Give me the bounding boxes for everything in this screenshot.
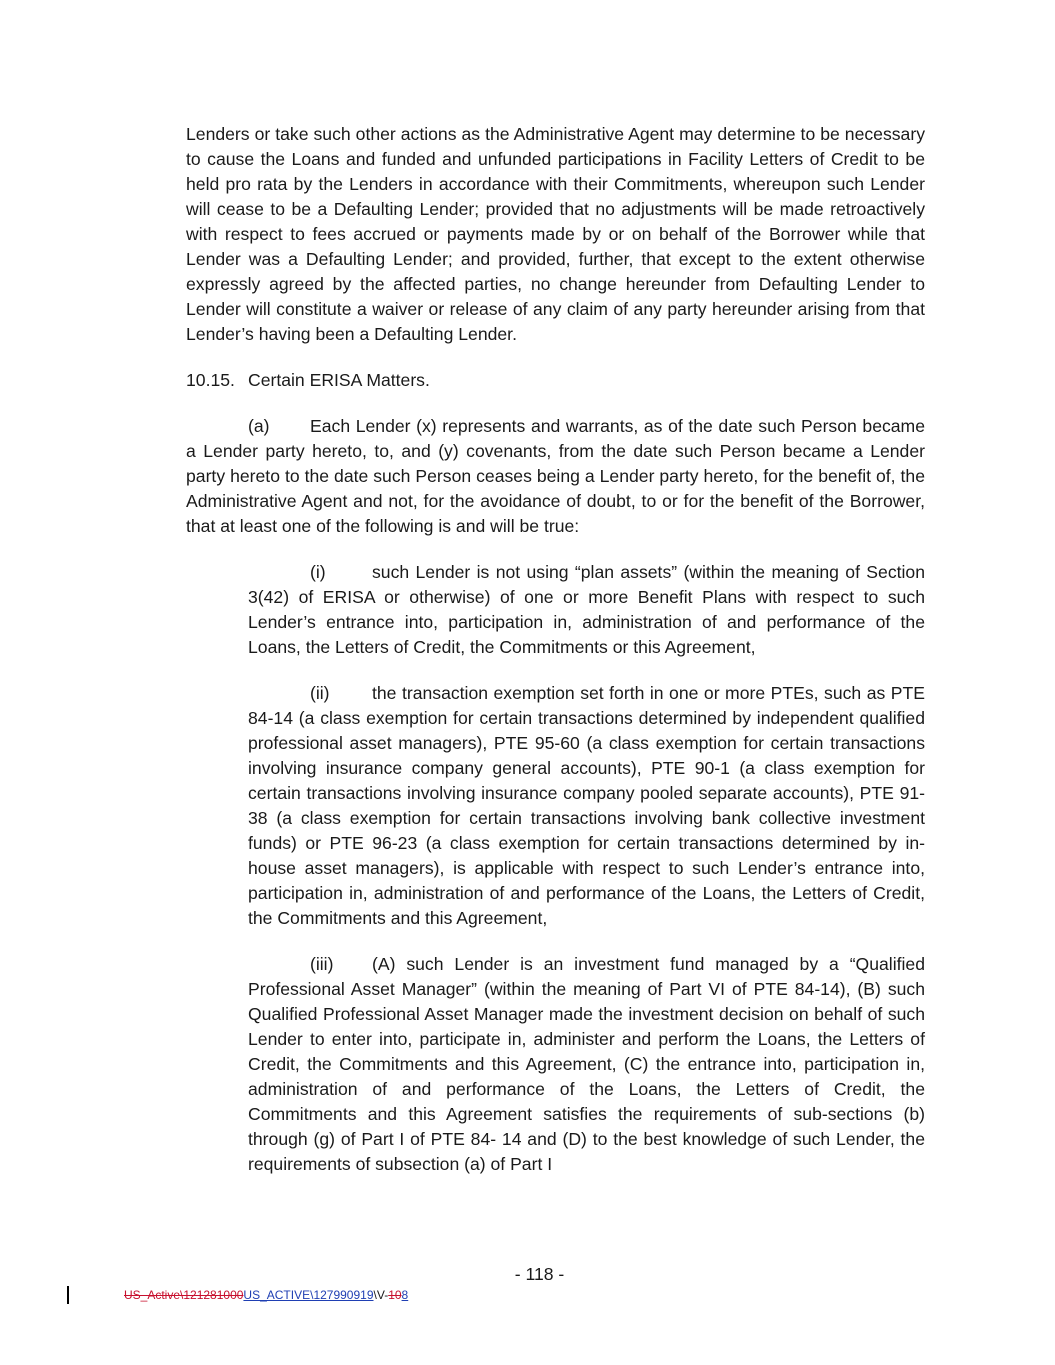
change-bar — [67, 1286, 69, 1304]
subparagraph-ii — [248, 681, 925, 931]
subparagraph-i-text: such Lender is not using “plan assets” (within the meaning of Section 3(42) of ERISA or otherwise) of one or more Benefit Plans with respect to such Lender’s entrance into, participation in, administration of and performance of the Loans, the Letters of Credit, the Commitments or this Agreement, — [248, 562, 925, 657]
subparagraph-ii-label: (ii) — [310, 683, 330, 703]
paragraph-a-label: (a) — [248, 416, 270, 436]
subparagraph-i — [248, 560, 925, 660]
page-number: - 118 - — [514, 1264, 565, 1284]
section-title: Certain ERISA Matters. — [248, 370, 430, 390]
document-body — [186, 122, 925, 1198]
version-inserted: 8 — [401, 1288, 409, 1302]
paragraph-a-text: Each Lender (x) represents and warrants, as of the date such Person became a Lender party hereto, to, and (y) covenants, from the date such Person became a Lender party hereto to the date such Person ceases being a Lender party hereto, for the benefit of, the Administrative Agent and not, for the avoidance of doubt, to or for the benefit of the Borrower, that at least one of the following is and will be true: — [186, 416, 925, 536]
document-id-deleted: US_Active\121281000 — [124, 1288, 244, 1302]
document-id-inserted: US_ACTIVE\127990919 — [243, 1288, 374, 1302]
document-id — [124, 1287, 408, 1303]
version-deleted: 10 — [388, 1288, 402, 1302]
section-number: 10.15. — [186, 370, 235, 390]
section-heading — [186, 368, 925, 393]
paragraph-defaulting-lender-continued: Lenders or take such other actions as the Administrative Agent may determine to be necessary to cause the Loans and funded and unfunded participations in Facility Letters of Credit to be held pro rata by the Lenders in accordance with their Commitments, whereupon such Lender will cease to be a Defaulting Lender; provided that no adjustments will be made retroactively with respect to fees accrued or payments made by or on behalf of the Borrower while that Lender was a Defaulting Lender; and provided, further, that except to the extent otherwise expressly agreed by the affected parties, no change hereunder from Defaulting Lender to Lender will constitute a waiver or release of any claim of any party hereunder arising from that Lender’s having been a Defaulting Lender. — [186, 124, 925, 344]
subparagraph-iii-label: (iii) — [310, 954, 334, 974]
subparagraph-iii-text: (A) such Lender is an investment fund managed by a “Qualified Professional Asset Manager” (within the meaning of Part VI of PTE 84-14), (B) such Qualified Professional Asset Manager made the investment decision on behalf of such Lender to enter into, participate in, administer and perform the Loans, the Letters of Credit, the Commitments and this Agreement, (C) the entrance into, participation in, administration of and performance of the Loans, the Letters of Credit, the Commitments and this Agreement satisfies the requirements of sub-sections (b) through (g) of Part I of PTE 84- 14 and (D) to the best knowledge of such Lender, the requirements of subsection (a) of Part I — [248, 954, 925, 1174]
subparagraph-iii — [248, 952, 925, 1177]
paragraph-a — [186, 414, 925, 539]
subparagraph-i-label: (i) — [310, 562, 326, 582]
document-id-separator: \V- — [373, 1288, 389, 1302]
subparagraph-ii-text: the transaction exemption set forth in one or more PTEs, such as PTE 84-14 (a class exemption for certain transactions determined by independent qualified professional asset managers), PTE 95-60 (a class exemption for certain transactions involving insurance company general accounts), PTE 90-1 (a class exemption for certain transactions involving insurance company pooled separate accounts), PTE 91-38 (a class exemption for certain transactions involving bank collective investment funds) or PTE 96-23 (a class exemption for certain transactions determined by in-house asset managers), is applicable with respect to such Lender’s entrance into, participation in, administration of and performance of the Loans, the Letters of Credit, the Commitments and this Agreement, — [248, 683, 925, 928]
